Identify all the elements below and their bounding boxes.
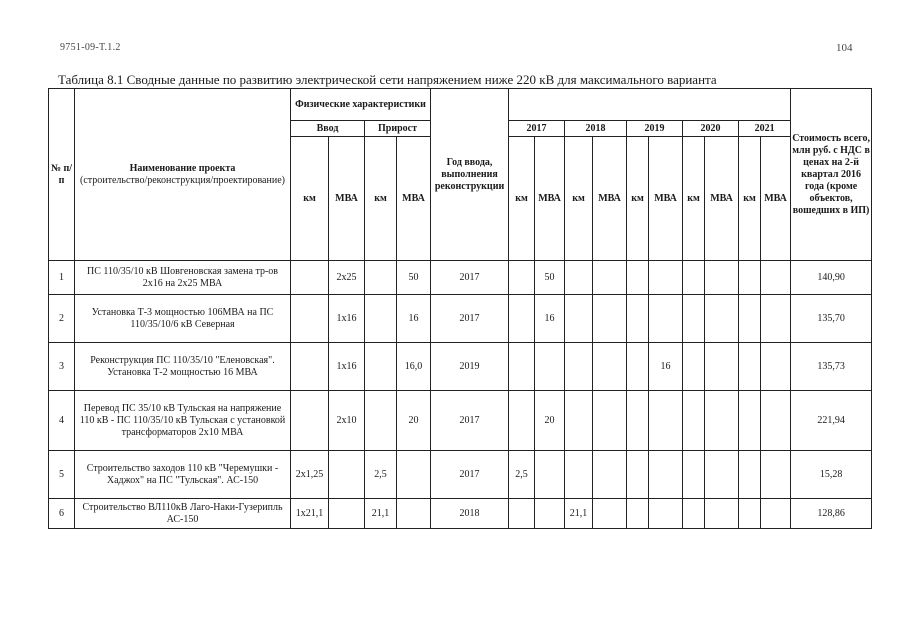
cell [649, 499, 683, 529]
cell: 16 [535, 295, 565, 343]
cell [397, 499, 431, 529]
table-caption: Таблица 8.1 Сводные данные по развитию электрической сети напряжением ниже 220 кВ для максимального варианта [58, 72, 717, 87]
cell [627, 295, 649, 343]
cell [739, 343, 761, 391]
cell [565, 261, 593, 295]
cell [649, 261, 683, 295]
cell-cost: 15,28 [791, 451, 872, 499]
cell [509, 343, 535, 391]
cell [291, 295, 329, 343]
cell [649, 295, 683, 343]
cell-cost: 135,73 [791, 343, 872, 391]
cell [535, 451, 565, 499]
cell [365, 391, 397, 451]
cell [705, 261, 739, 295]
header-km: км [509, 137, 535, 261]
header-km: км [683, 137, 705, 261]
header-mva: МВА [705, 137, 739, 261]
cell [739, 451, 761, 499]
header-cost: Стоимость всего, млн руб. с НДС в ценах на 2-й квартал 2016 года (кроме объектов, вошедших в ИП) [791, 89, 872, 261]
cell [593, 343, 627, 391]
cell [535, 343, 565, 391]
cell [683, 261, 705, 295]
cell [627, 499, 649, 529]
cell [509, 391, 535, 451]
header-phys: Физические характеристики [291, 89, 431, 121]
cell [291, 391, 329, 451]
row-num: 6 [49, 499, 75, 529]
header-km: км [365, 137, 397, 261]
cell [329, 451, 365, 499]
cell: 2,5 [509, 451, 535, 499]
cell [649, 391, 683, 451]
cell [397, 451, 431, 499]
cell [683, 451, 705, 499]
cell [565, 391, 593, 451]
row-name: ПС 110/35/10 кВ Шовгеновская замена тр-ов 2х16 на 2х25 МВА [75, 261, 291, 295]
cell-year: 2019 [431, 343, 509, 391]
cell [705, 451, 739, 499]
cell [593, 451, 627, 499]
cell [565, 451, 593, 499]
row-num: 5 [49, 451, 75, 499]
cell [329, 499, 365, 529]
header-year-input: Год ввода, выполнения реконструкции [431, 89, 509, 261]
header-vvod: Ввод [291, 121, 365, 137]
cell [683, 343, 705, 391]
table-row [49, 451, 872, 499]
header-year-2018: 2018 [565, 121, 627, 137]
table-row [49, 391, 872, 451]
cell: 16 [649, 343, 683, 391]
header-year-2020: 2020 [683, 121, 739, 137]
row-name: Установка Т-3 мощностью 106МВА на ПС 110/35/10/6 кВ Северная [75, 295, 291, 343]
cell [365, 261, 397, 295]
cell: 16,0 [397, 343, 431, 391]
cell: 2х10 [329, 391, 365, 451]
cell [683, 391, 705, 451]
cell [593, 391, 627, 451]
cell: 20 [397, 391, 431, 451]
cell [739, 499, 761, 529]
cell [761, 451, 791, 499]
row-name: Строительство заходов 110 кВ "Черемушки - Хаджох" на ПС "Тульская". АС-150 [75, 451, 291, 499]
header-mva: МВА [535, 137, 565, 261]
cell: 2,5 [365, 451, 397, 499]
cell-year: 2018 [431, 499, 509, 529]
table-row [49, 261, 872, 295]
cell-year: 2017 [431, 451, 509, 499]
cell: 2х1,25 [291, 451, 329, 499]
header-km: км [627, 137, 649, 261]
cell [365, 343, 397, 391]
cell [739, 391, 761, 451]
table-row [49, 343, 872, 391]
cell: 21,1 [365, 499, 397, 529]
cell [291, 261, 329, 295]
cell [683, 295, 705, 343]
row-num: 3 [49, 343, 75, 391]
document-code: 9751-09-Т.1.2 [60, 42, 121, 53]
row-num: 4 [49, 391, 75, 451]
cell [761, 295, 791, 343]
cell [761, 499, 791, 529]
cell [705, 391, 739, 451]
header-name-bold: Наименование проекта [129, 162, 236, 174]
cell [593, 499, 627, 529]
cell: 2х25 [329, 261, 365, 295]
header-mva: МВА [397, 137, 431, 261]
header-mva: МВА [329, 137, 365, 261]
header-name [75, 89, 291, 261]
cell: 1х16 [329, 343, 365, 391]
cell [683, 499, 705, 529]
cell [291, 343, 329, 391]
cell [739, 295, 761, 343]
cell [705, 295, 739, 343]
table-row [49, 499, 872, 529]
cell [565, 295, 593, 343]
cell [535, 499, 565, 529]
cell [627, 391, 649, 451]
cell-year: 2017 [431, 295, 509, 343]
row-name: Перевод ПС 35/10 кВ Тульская на напряжение 110 кВ - ПС 110/35/10 кВ Тульская с установкой трансформаторов 2х10 МВА [75, 391, 291, 451]
cell-cost: 135,70 [791, 295, 872, 343]
header-mva: МВА [761, 137, 791, 261]
cell: 20 [535, 391, 565, 451]
row-name: Строительство ВЛ110кВ Лаго-Наки-Гузерипль АС-150 [75, 499, 291, 529]
cell [593, 261, 627, 295]
cell [761, 391, 791, 451]
cell [705, 343, 739, 391]
cell: 1х21,1 [291, 499, 329, 529]
cell-cost: 128,86 [791, 499, 872, 529]
header-name-sub: (строительство/реконструкция/проектирование) [80, 174, 285, 186]
cell: 50 [535, 261, 565, 295]
row-num: 1 [49, 261, 75, 295]
cell [761, 343, 791, 391]
cell-year: 2017 [431, 261, 509, 295]
cell: 1х16 [329, 295, 365, 343]
header-year-2019: 2019 [627, 121, 683, 137]
cell [649, 451, 683, 499]
header-km: км [565, 137, 593, 261]
cell-cost: 140,90 [791, 261, 872, 295]
header-years-group [509, 89, 791, 121]
cell [705, 499, 739, 529]
header-mva: МВА [649, 137, 683, 261]
row-name: Реконструкция ПС 110/35/10 "Еленовская". Установка Т-2 мощностью 16 МВА [75, 343, 291, 391]
table-row [49, 295, 872, 343]
cell: 21,1 [565, 499, 593, 529]
page-number: 104 [836, 42, 853, 54]
header-prirost: Прирост [365, 121, 431, 137]
cell [627, 343, 649, 391]
summary-table [48, 88, 872, 529]
header-km: км [291, 137, 329, 261]
cell: 50 [397, 261, 431, 295]
cell [509, 261, 535, 295]
cell [627, 451, 649, 499]
cell-year: 2017 [431, 391, 509, 451]
cell-cost: 221,94 [791, 391, 872, 451]
header-year-2021: 2021 [739, 121, 791, 137]
header-mva: МВА [593, 137, 627, 261]
cell: 16 [397, 295, 431, 343]
row-num: 2 [49, 295, 75, 343]
cell [761, 261, 791, 295]
header-num: № п/п [49, 89, 75, 261]
cell [365, 295, 397, 343]
cell [509, 499, 535, 529]
cell [739, 261, 761, 295]
cell [627, 261, 649, 295]
cell [565, 343, 593, 391]
header-year-2017: 2017 [509, 121, 565, 137]
cell [509, 295, 535, 343]
cell [593, 295, 627, 343]
header-km: км [739, 137, 761, 261]
